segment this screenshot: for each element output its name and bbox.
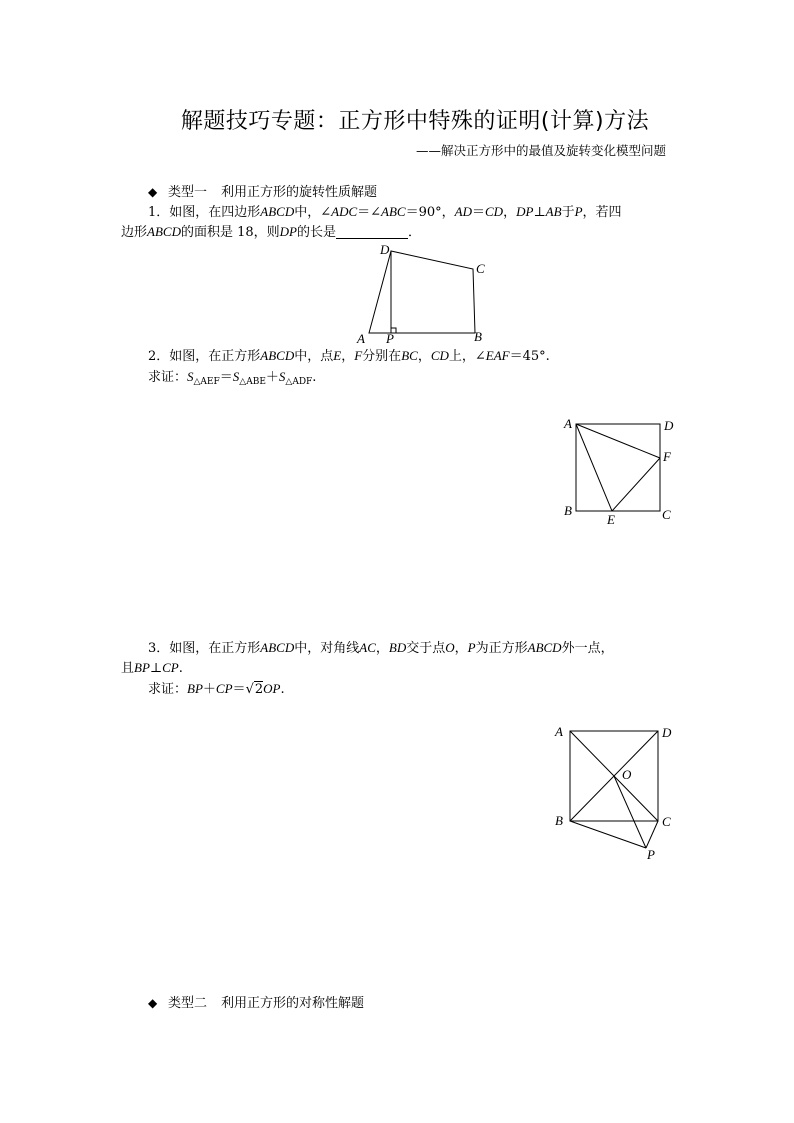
label-b: B [474, 329, 482, 344]
label-p: P [386, 331, 394, 346]
quad-abcd [369, 251, 475, 333]
question-3-line-1: 3．如图，在正方形ABCD中，对角线AC，BD交于点O，P为正方形ABCD外一点， [148, 640, 614, 656]
label-a: A [357, 331, 365, 346]
label-a: A [555, 724, 563, 739]
label-b: B [564, 503, 572, 518]
label-d: D [664, 418, 674, 433]
label-b: B [555, 813, 563, 828]
page-title: 解题技巧专题：正方形中特殊的证明(计算)方法 [180, 109, 650, 134]
square-abcd [576, 424, 660, 511]
label-e: E [607, 512, 615, 527]
label-c: C [662, 507, 671, 522]
page-subtitle: ——解决正方形中的最值及旋转变化模型问题 [415, 143, 666, 158]
question-3-line-2: 且BP⊥CP. [121, 660, 183, 676]
label-f: F [663, 449, 671, 464]
label-d: D [380, 242, 390, 257]
diamond-bullet-icon: ◆ [148, 996, 158, 1010]
section-label: 类型一 [168, 185, 208, 200]
label-o: O [622, 767, 632, 782]
question-2-line-1: 2．如图，在正方形ABCD中，点E，F分别在BC，CD上，∠EAF＝45°. [148, 348, 550, 364]
sqrt-radicand: 2 [254, 682, 264, 697]
answer-blank[interactable] [336, 224, 408, 239]
diamond-bullet-icon: ◆ [148, 185, 158, 199]
label-c: C [476, 261, 485, 276]
section-text: 利用正方形的旋转性质解题 [221, 185, 378, 200]
segment-af [576, 424, 660, 458]
section-text: 利用正方形的对称性解题 [221, 996, 365, 1011]
segment-cp [646, 821, 658, 848]
figure-3 [550, 720, 690, 865]
label-c: C [662, 814, 671, 829]
label-d: D [662, 725, 672, 740]
question-2-proof: 求证：$S_{\triangle AEF}=S_{\triangle ABE}+S_{\triangle ADF}$. [148, 369, 317, 387]
question-1-line-2: 边形ABCD的面积是 18，则DP的长是 ． [121, 224, 422, 240]
section-heading-1 [148, 181, 377, 200]
segment-op [614, 776, 646, 848]
question-3-proof: 求证：BP＋CP＝√2OP. [148, 681, 285, 697]
segment-ae [576, 424, 612, 511]
question-1-line-1: 1．如图，在四边形ABCD中，∠ADC＝∠ABC＝90°，AD＝CD，DP⊥AB于P，若四 [148, 204, 622, 220]
segment-bp [570, 821, 646, 848]
label-a: A [564, 416, 572, 431]
section-label: 类型二 [168, 996, 208, 1011]
label-p: P [647, 847, 655, 862]
segment-ef [612, 458, 660, 511]
figure-1 [355, 244, 495, 346]
figure-2 [560, 414, 690, 529]
section-heading-2 [148, 992, 364, 1011]
